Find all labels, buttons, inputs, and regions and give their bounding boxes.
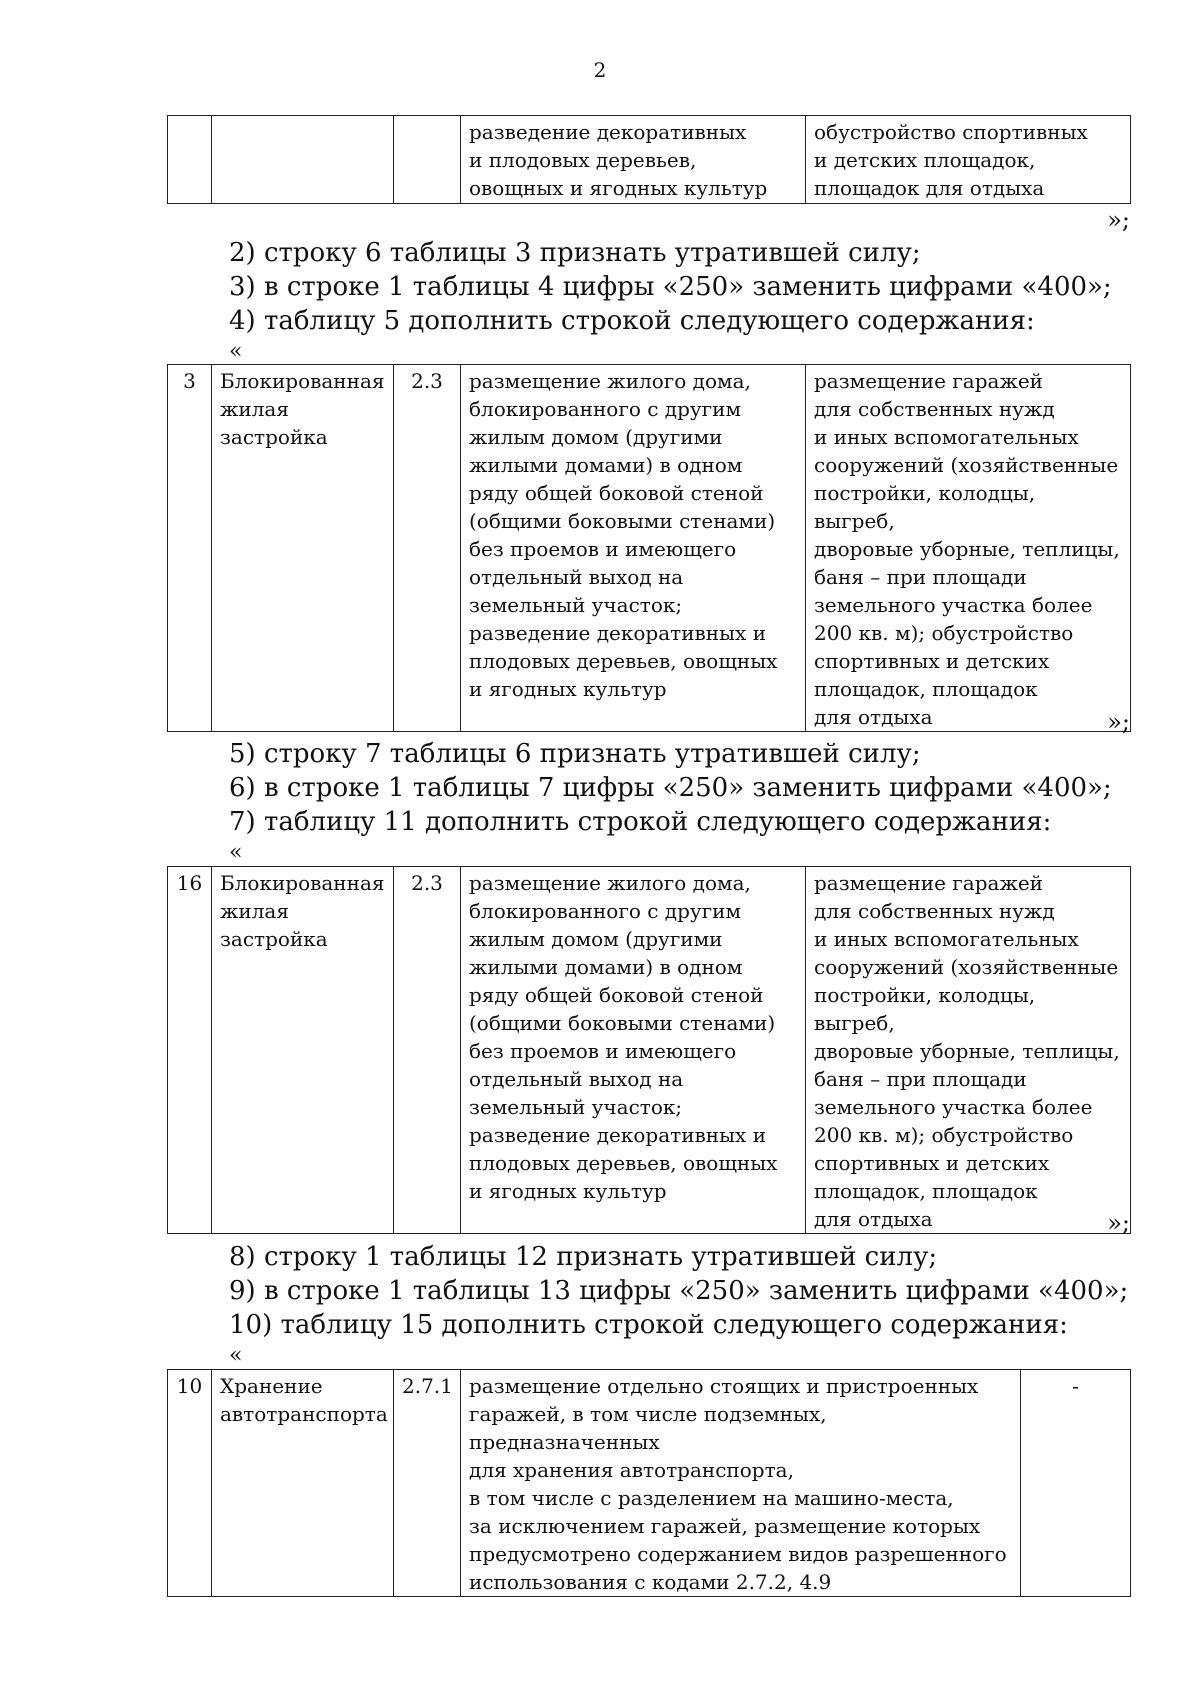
cell-code: 2.7.1 [394,1370,461,1597]
paragraph-10: 10) таблицу 15 дополнить строкой следующего содержания: [229,1310,1068,1340]
cell-code: 2.3 [394,365,461,732]
paragraph-5: 5) строку 7 таблицы 6 признать утратившей силу; [229,739,921,769]
page-number: 2 [593,58,607,82]
paragraph-6: 6) в строке 1 таблицы 7 цифры «250» заменить цифрами «400»; [229,773,1112,803]
cell-auxiliary: размещение гаражей для собственных нужд и иных вспомогательных сооружений (хозяйственные постройки, колодцы, выгреб, дворовые уборные, теплицы, баня – при площади земельного участка более 200 кв. м); обустройство спортивных и детских площадок, площадок для отдыха [806,867,1131,1234]
paragraph-9: 9) в строке 1 таблицы 13 цифры «250» заменить цифрами «400»; [229,1276,1129,1306]
opening-quote: « [229,339,243,364]
table-row [168,1370,1131,1597]
cell-code: 2.3 [394,867,461,1234]
table-row [168,116,1131,204]
cell-name: Хранение автотранспорта [212,1370,394,1597]
cell-auxiliary: обустройство спортивных и детских площадок, площадок для отдыха [806,116,1131,204]
paragraph-3: 3) в строке 1 таблицы 4 цифры «250» заменить цифрами «400»; [229,272,1112,302]
cell-name: Блокированная жилая застройка [212,365,394,732]
table-11-addition [167,866,1131,1234]
table-5-addition [167,364,1131,732]
opening-quote: « [229,840,243,865]
table-row [168,867,1131,1234]
closing-quote: »; [1107,1209,1130,1237]
cell-auxiliary: размещение гаражей для собственных нужд и иных вспомогательных сооружений (хозяйственные постройки, колодцы, выгреб, дворовые уборные, теплицы, баня – при площади земельного участка более 200 кв. м); обустройство спортивных и детских площадок, площадок для отдыха [806,365,1131,732]
table-row [168,365,1131,732]
opening-quote: « [229,1343,243,1368]
paragraph-8: 8) строку 1 таблицы 12 признать утратившей силу; [229,1242,938,1272]
cell-code [394,116,461,204]
table-fragment [167,115,1131,204]
paragraph-7: 7) таблицу 11 дополнить строкой следующего содержания: [229,807,1052,837]
cell-number [168,116,212,204]
closing-quote: »; [1107,206,1130,234]
cell-description: размещение отдельно стоящих и пристроенных гаражей, в том числе подземных, предназначенных для хранения автотранспорта, в том числе с разделением на машино-места, за исключением гаражей, размещение которых предусмотрено содержанием видов разрешенного использования с кодами 2.7.2, 4.9 [461,1370,1021,1597]
table-15-addition [167,1369,1131,1597]
cell-description: размещение жилого дома, блокированного с другим жилым домом (другими жилыми домами) в одном ряду общей боковой стеной (общими боковыми стенами) без проемов и имеющего отдельный выход на земельный участок; разведение декоративных и плодовых деревьев, овощных и ягодных культур [461,867,806,1234]
paragraph-4: 4) таблицу 5 дополнить строкой следующего содержания: [229,306,1035,336]
cell-description: размещение жилого дома, блокированного с другим жилым домом (другими жилыми домами) в одном ряду общей боковой стеной (общими боковыми стенами) без проемов и имеющего отдельный выход на земельный участок; разведение декоративных и плодовых деревьев, овощных и ягодных культур [461,365,806,732]
cell-description: разведение декоративных и плодовых деревьев, овощных и ягодных культур [461,116,806,204]
cell-name [212,116,394,204]
paragraph-2: 2) строку 6 таблицы 3 признать утратившей силу; [229,238,921,268]
closing-quote: »; [1107,708,1130,736]
cell-name: Блокированная жилая застройка [212,867,394,1234]
cell-number: 16 [168,867,212,1234]
cell-number: 3 [168,365,212,732]
cell-auxiliary: - [1021,1370,1131,1597]
cell-number: 10 [168,1370,212,1597]
